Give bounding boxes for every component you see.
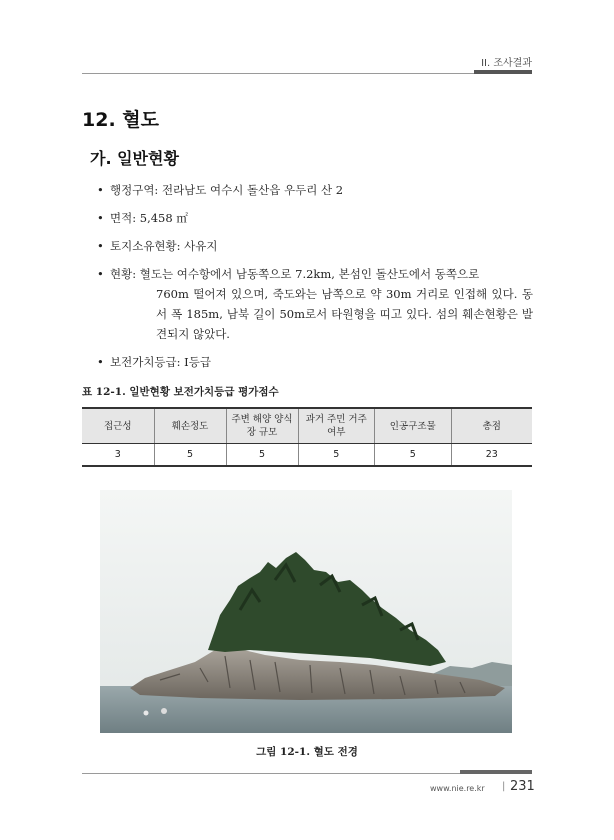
header-accessibility: 접근성	[82, 408, 154, 444]
footer-separator: |	[502, 781, 506, 792]
header-aquaculture: 주변 해양 양식장 규모	[226, 408, 298, 444]
header-structures: 인공구조물	[375, 408, 452, 444]
island-photo-drawing	[100, 490, 512, 733]
general-status-list	[97, 180, 533, 380]
status-text-first-line: • 현황: 혈도는 여수항에서 남동쪽으로 7.2km, 본섬인 돌산도에서 동쪽으로	[110, 267, 480, 281]
buoy-1	[161, 708, 167, 714]
subsection-title: 가. 일반현황	[90, 149, 179, 168]
cell-structures: 5	[375, 444, 452, 467]
header-accent-bar	[474, 70, 532, 74]
list-item-status	[97, 264, 533, 344]
cell-damage: 5	[154, 444, 226, 467]
header-residents: 과거 주민 거주 여부	[298, 408, 375, 444]
header-total: 총점	[451, 408, 532, 444]
list-item-grade: • 보전가치등급: Ⅰ등급	[97, 352, 533, 372]
list-item-ownership: • 토지소유현황: 사유지	[97, 236, 533, 256]
status-text-continuation: 760m 떨어져 있으며, 죽도와는 남쪽으로 약 30m 거리로 인접해 있다. 동서 폭 185m, 남북 길이 50m로서 타원형을 띠고 있다. 섬의 훼손현황은 발견되지 않았다.	[156, 287, 533, 341]
score-table	[82, 407, 532, 467]
cell-residents: 5	[298, 444, 375, 467]
table-caption: 표 12-1. 일반현황 보전가치등급 평가점수	[82, 386, 279, 398]
page-number: 231	[510, 779, 535, 794]
footer-url: www.nie.re.kr	[430, 784, 485, 793]
chapter-label: II. 조사결과	[481, 58, 532, 69]
section-title: 12. 혈도	[82, 109, 159, 131]
list-item-admin: • 행정구역: 전라남도 여수시 돌산읍 우두리 산 2	[97, 180, 533, 200]
cell-total: 23	[451, 444, 532, 467]
buoy-2	[144, 711, 149, 716]
figure-caption: 그림 12-1. 혈도 전경	[256, 746, 358, 758]
list-item-area: • 면적: 5,458 ㎡	[97, 208, 533, 228]
header-rule	[82, 73, 532, 74]
header-damage: 훼손정도	[154, 408, 226, 444]
table-header-row	[82, 408, 532, 444]
island-photo	[100, 490, 512, 733]
table-row	[82, 444, 532, 467]
cell-aquaculture: 5	[226, 444, 298, 467]
footer-accent-bar	[460, 770, 532, 774]
cell-accessibility: 3	[82, 444, 154, 467]
